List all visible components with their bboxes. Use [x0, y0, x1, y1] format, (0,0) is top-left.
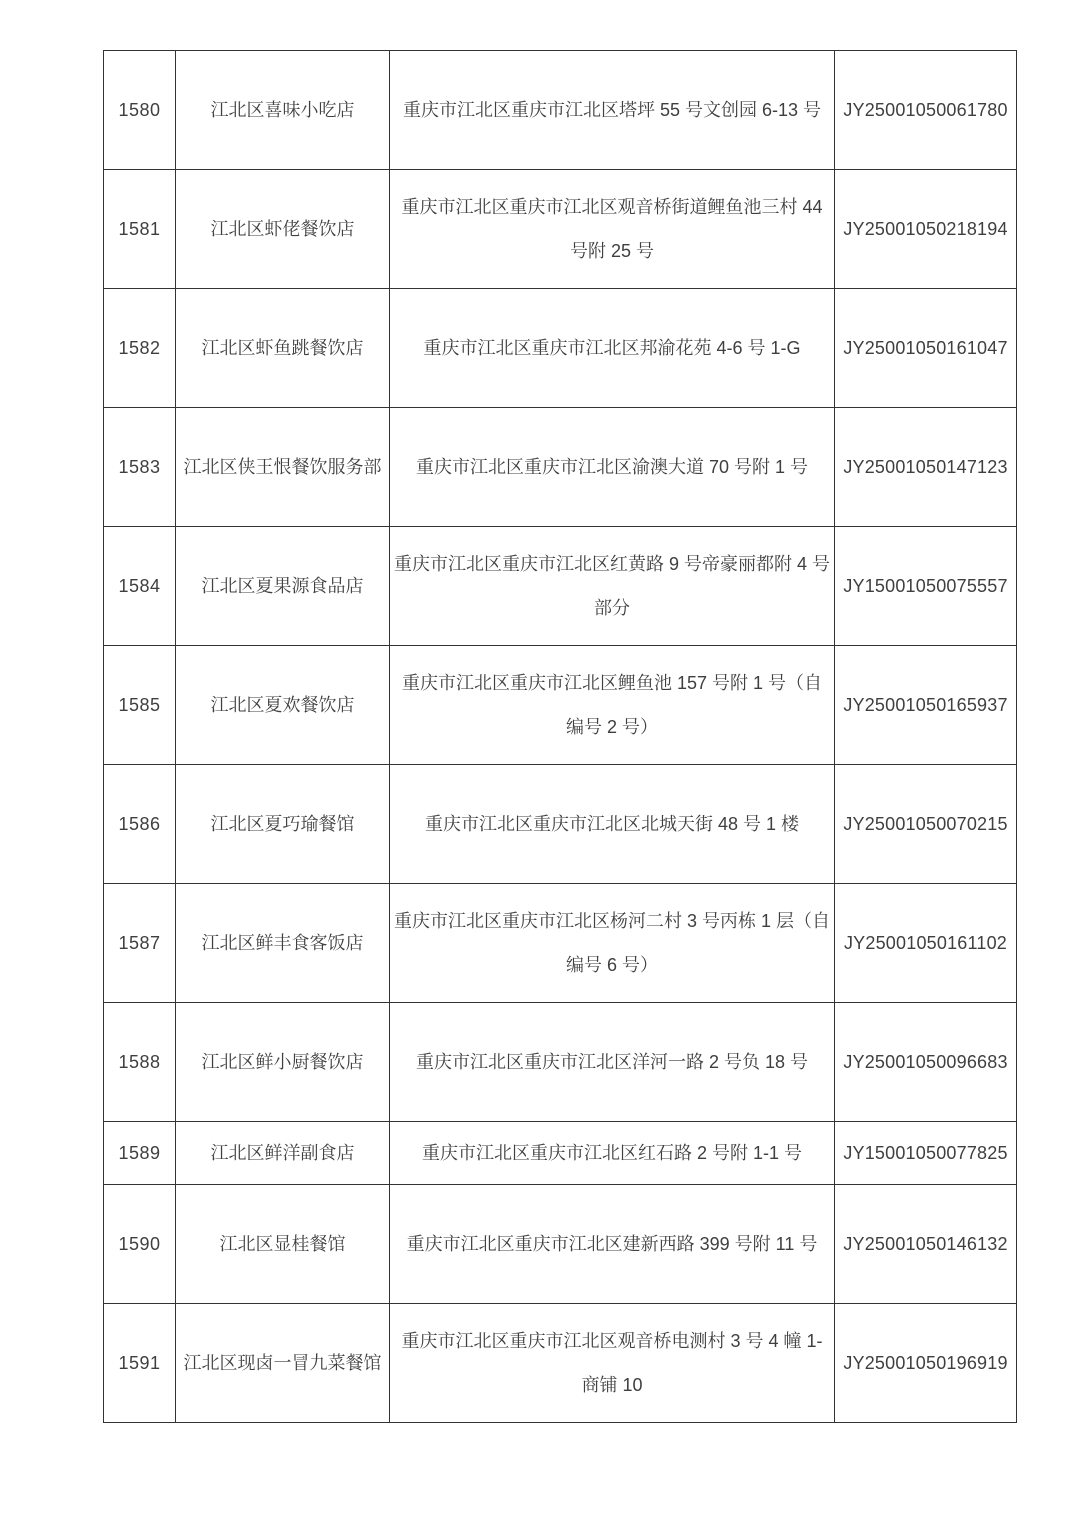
address-cell: 重庆市江北区重庆市江北区红黄路 9 号帝豪丽都附 4 号部分: [390, 527, 835, 646]
table-row: [104, 527, 1017, 646]
table-row: [104, 170, 1017, 289]
address-cell: 重庆市江北区重庆市江北区建新西路 399 号附 11 号: [390, 1185, 835, 1304]
table-row: [104, 51, 1017, 170]
business-name-cell: 江北区现卤一冒九菜餐馆: [176, 1304, 390, 1423]
business-name-cell: 江北区夏果源食品店: [176, 527, 390, 646]
license-number-cell: JY25001050161102: [835, 884, 1017, 1003]
row-number-cell: 1585: [104, 646, 176, 765]
business-name-cell: 江北区侠王恨餐饮服务部: [176, 408, 390, 527]
table-row: [104, 1003, 1017, 1122]
table-row: [104, 1122, 1017, 1185]
license-number-cell: JY25001050070215: [835, 765, 1017, 884]
row-number-cell: 1582: [104, 289, 176, 408]
address-cell: 重庆市江北区重庆市江北区渝澳大道 70 号附 1 号: [390, 408, 835, 527]
table-row: [104, 289, 1017, 408]
license-number-cell: JY25001050165937: [835, 646, 1017, 765]
row-number-cell: 1586: [104, 765, 176, 884]
business-name-cell: 江北区鲜丰食客饭店: [176, 884, 390, 1003]
address-cell: 重庆市江北区重庆市江北区观音桥电测村 3 号 4 幢 1-商铺 10: [390, 1304, 835, 1423]
table-row: [104, 1304, 1017, 1423]
address-cell: 重庆市江北区重庆市江北区塔坪 55 号文创园 6-13 号: [390, 51, 835, 170]
business-name-cell: 江北区喜味小吃店: [176, 51, 390, 170]
business-name-cell: 江北区鲜洋副食店: [176, 1122, 390, 1185]
license-table-body: [104, 51, 1017, 1423]
business-name-cell: 江北区虾佬餐饮店: [176, 170, 390, 289]
license-table: [103, 50, 1017, 1423]
license-number-cell: JY25001050147123: [835, 408, 1017, 527]
row-number-cell: 1591: [104, 1304, 176, 1423]
business-name-cell: 江北区虾鱼跳餐饮店: [176, 289, 390, 408]
business-name-cell: 江北区夏巧瑜餐馆: [176, 765, 390, 884]
row-number-cell: 1587: [104, 884, 176, 1003]
license-number-cell: JY25001050161047: [835, 289, 1017, 408]
address-cell: 重庆市江北区重庆市江北区鲤鱼池 157 号附 1 号（自编号 2 号）: [390, 646, 835, 765]
business-name-cell: 江北区夏欢餐饮店: [176, 646, 390, 765]
license-number-cell: JY25001050218194: [835, 170, 1017, 289]
row-number-cell: 1589: [104, 1122, 176, 1185]
row-number-cell: 1580: [104, 51, 176, 170]
license-number-cell: JY25001050146132: [835, 1185, 1017, 1304]
license-number-cell: JY15001050077825: [835, 1122, 1017, 1185]
address-cell: 重庆市江北区重庆市江北区北城天街 48 号 1 楼: [390, 765, 835, 884]
address-cell: 重庆市江北区重庆市江北区邦渝花苑 4-6 号 1-G: [390, 289, 835, 408]
row-number-cell: 1590: [104, 1185, 176, 1304]
license-number-cell: JY25001050096683: [835, 1003, 1017, 1122]
business-name-cell: 江北区鲜小厨餐饮店: [176, 1003, 390, 1122]
table-row: [104, 646, 1017, 765]
row-number-cell: 1584: [104, 527, 176, 646]
address-cell: 重庆市江北区重庆市江北区红石路 2 号附 1-1 号: [390, 1122, 835, 1185]
table-row: [104, 884, 1017, 1003]
address-cell: 重庆市江北区重庆市江北区观音桥街道鲤鱼池三村 44 号附 25 号: [390, 170, 835, 289]
table-row: [104, 765, 1017, 884]
row-number-cell: 1588: [104, 1003, 176, 1122]
license-number-cell: JY25001050061780: [835, 51, 1017, 170]
row-number-cell: 1581: [104, 170, 176, 289]
table-row: [104, 1185, 1017, 1304]
address-cell: 重庆市江北区重庆市江北区洋河一路 2 号负 18 号: [390, 1003, 835, 1122]
table-row: [104, 408, 1017, 527]
row-number-cell: 1583: [104, 408, 176, 527]
license-number-cell: JY15001050075557: [835, 527, 1017, 646]
address-cell: 重庆市江北区重庆市江北区杨河二村 3 号丙栋 1 层（自编号 6 号）: [390, 884, 835, 1003]
business-name-cell: 江北区显桂餐馆: [176, 1185, 390, 1304]
license-number-cell: JY25001050196919: [835, 1304, 1017, 1423]
